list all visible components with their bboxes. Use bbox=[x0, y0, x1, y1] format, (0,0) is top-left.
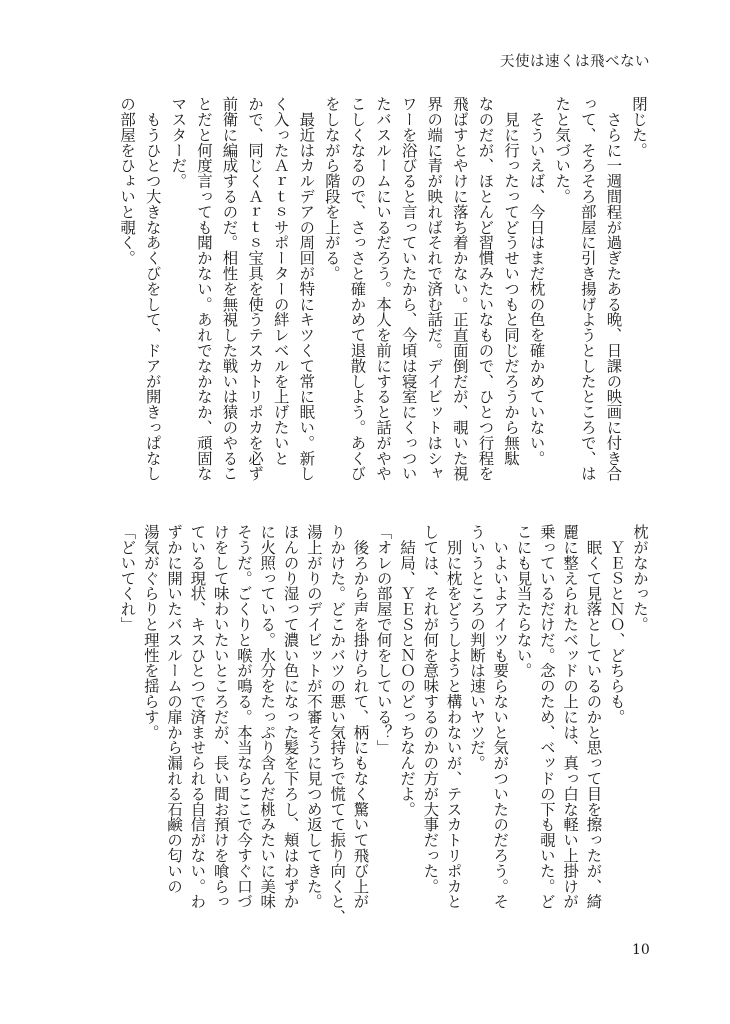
text-line: って、そろそろ部屋に引き揚げようとしたところで、は bbox=[578, 96, 597, 481]
text-line: 麗に整えられたベッドの上には、真っ白な軽い上掛けが bbox=[561, 524, 580, 909]
page-number: 10 bbox=[632, 942, 650, 958]
text-line: く入ったＡｒｔｓサポーターの絆レベルを上げたいと bbox=[271, 96, 290, 466]
text-line: たバスルームにいるだろう。本人を前にすると話がやや bbox=[374, 96, 393, 481]
text-line: マスターだ。 bbox=[169, 96, 188, 189]
text-line: たと気づいた。 bbox=[553, 96, 572, 204]
text-line: 湯気がぐらりと理性を揺らす。 bbox=[141, 524, 160, 740]
text-line: 枕がなかった。 bbox=[631, 524, 649, 632]
text-line: ている現状、キスひとつで済ませられる自信がない。わ bbox=[188, 524, 207, 909]
text-line: りかけた。どこかバツの悪い気持ちで慌てて振り向くと、 bbox=[328, 524, 347, 925]
text-line: こにも見当たらない。 bbox=[514, 524, 533, 678]
running-head-title: 天使は速くは飛べない bbox=[500, 54, 650, 70]
text-line: 別に枕をどうしようと構わないが、テスカトリポカと bbox=[444, 524, 463, 909]
text-line: そうだ。ごくりと喉が鳴る。本当ならここで今すぐ口づ bbox=[234, 524, 253, 909]
text-line: とだと何度言っても聞かない。あれでなかなか、頑固な bbox=[194, 96, 213, 481]
text-line: もうひとつ大きなあくびをして、ドアが開きっぱなし bbox=[143, 96, 162, 481]
text-line: 湯上がりのデイビットが不審そうに見つめ返してきた。 bbox=[304, 524, 323, 909]
text-line: ずかに開いたバスルームの扉から漏れる石鹸の匂いの bbox=[165, 524, 184, 894]
text-line: こしくなるので、さっさと確かめて退散しよう。あくび bbox=[348, 96, 367, 481]
text-line: の部屋をひょいと覗く。 bbox=[118, 96, 137, 266]
text-line: なのだが、ほとんど習慣みたいなもので、ひとつ行程を bbox=[476, 96, 495, 481]
text-line: ほんのり湿って濃い色になった髪を下ろし、頬はわずか bbox=[281, 524, 300, 909]
text-block-upper bbox=[114, 96, 651, 496]
text-line: しては、それが何を意味するのかの方が大事だった。 bbox=[421, 524, 440, 894]
text-line: 飛ばすとやけに落ち着かない。正直面倒だが、覗いた視 bbox=[450, 96, 469, 481]
text-line: 眠くて見落としているのかと思って目を擦ったが、綺 bbox=[584, 524, 603, 909]
text-line: 「オレの部屋で何をしている？」 bbox=[374, 524, 393, 755]
text-line: をしながら階段を上がる。 bbox=[322, 96, 341, 281]
text-line: ワーを浴びると言っていたから、今頃は寝室にくっつい bbox=[399, 96, 418, 481]
text-line: 閉じた。 bbox=[630, 96, 648, 158]
text-line: ＹＥＳとＮＯ、どちらも。 bbox=[607, 524, 626, 725]
text-line: 前衛に編成するのだ。相性を無視した戦いは猿のやるこ bbox=[220, 96, 239, 481]
text-line: に火照っている。水分をたっぷり含んだ桃みたいに美味 bbox=[258, 524, 277, 909]
text-line: 結局、ＹＥＳとＮＯのどっちなんだよ。 bbox=[398, 524, 417, 817]
text-line: 後ろから声を掛けられて、柄にもなく驚いて飛び上が bbox=[351, 524, 370, 909]
text-line: 最近はカルデアの周回が特にキツくて常に眠い。新し bbox=[297, 96, 316, 481]
text-line: いよいよアイツも要らないと気がついたのだろう。そ bbox=[491, 524, 510, 909]
text-line: そういえば、今日はまだ枕の色を確かめていない。 bbox=[527, 96, 546, 466]
text-block-lower bbox=[115, 524, 651, 924]
text-line: けをして味わいたいところだが、長い間お預けを喰らっ bbox=[211, 524, 230, 909]
text-line: さらに一週間程が過ぎたある晩、日課の映画に付き合 bbox=[604, 96, 623, 481]
text-line: ういうところの判断は速いヤツだ。 bbox=[467, 524, 486, 771]
text-line: 「どいてくれ」 bbox=[118, 524, 137, 632]
text-line: 乗っているだけだ。念のため、ベッドの下も覗いた。ど bbox=[537, 524, 556, 909]
text-line: かで、同じくＡｒｔｓ宝具を使うテスカトリポカを必ず bbox=[246, 96, 265, 481]
text-line: 界の端に青が映ればそれで済む話だ。デイビットはシャ bbox=[425, 96, 444, 481]
text-line: 見に行ったってどうせいつもと同じだろうから無駄 bbox=[502, 96, 521, 466]
